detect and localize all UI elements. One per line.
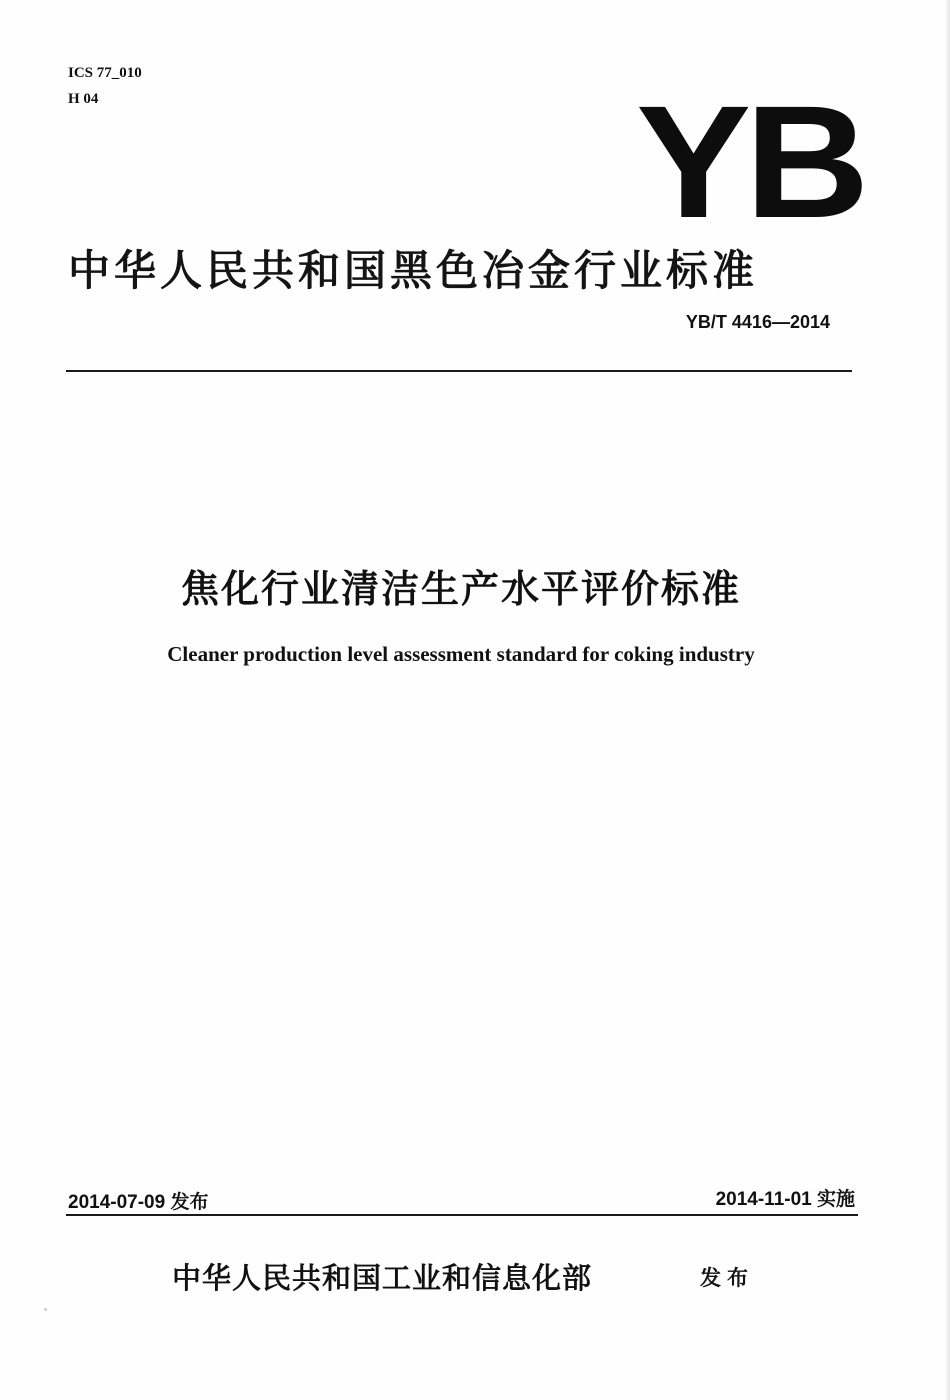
standard-number: YB/T 4416—2014 (685, 312, 830, 332)
classification-codes (68, 60, 142, 112)
bottom-divider (66, 1214, 858, 1216)
scan-edge-shadow (944, 0, 950, 1400)
issue-date: 2014-07-09 发布 (68, 1192, 209, 1213)
publish-label: 发布 (700, 1266, 754, 1290)
standard-title: 中华人民共和国黑色冶金行业标准 (68, 246, 759, 295)
yb-logo: YB (636, 72, 864, 251)
category-code: H 04 (68, 91, 99, 107)
implementation-date: 2014-11-01 实施 (715, 1189, 855, 1210)
document-title-chinese: 焦化行业清洁生产水平评价标准 (180, 567, 741, 611)
publisher-name: 中华人民共和国工业和信息化部 (172, 1261, 593, 1295)
top-divider (66, 370, 852, 372)
document-title-english: Cleaner production level assessment standard for coking industry (167, 642, 755, 666)
ics-code: ICS 77_010 (68, 65, 142, 81)
scan-speck (44, 1308, 47, 1311)
